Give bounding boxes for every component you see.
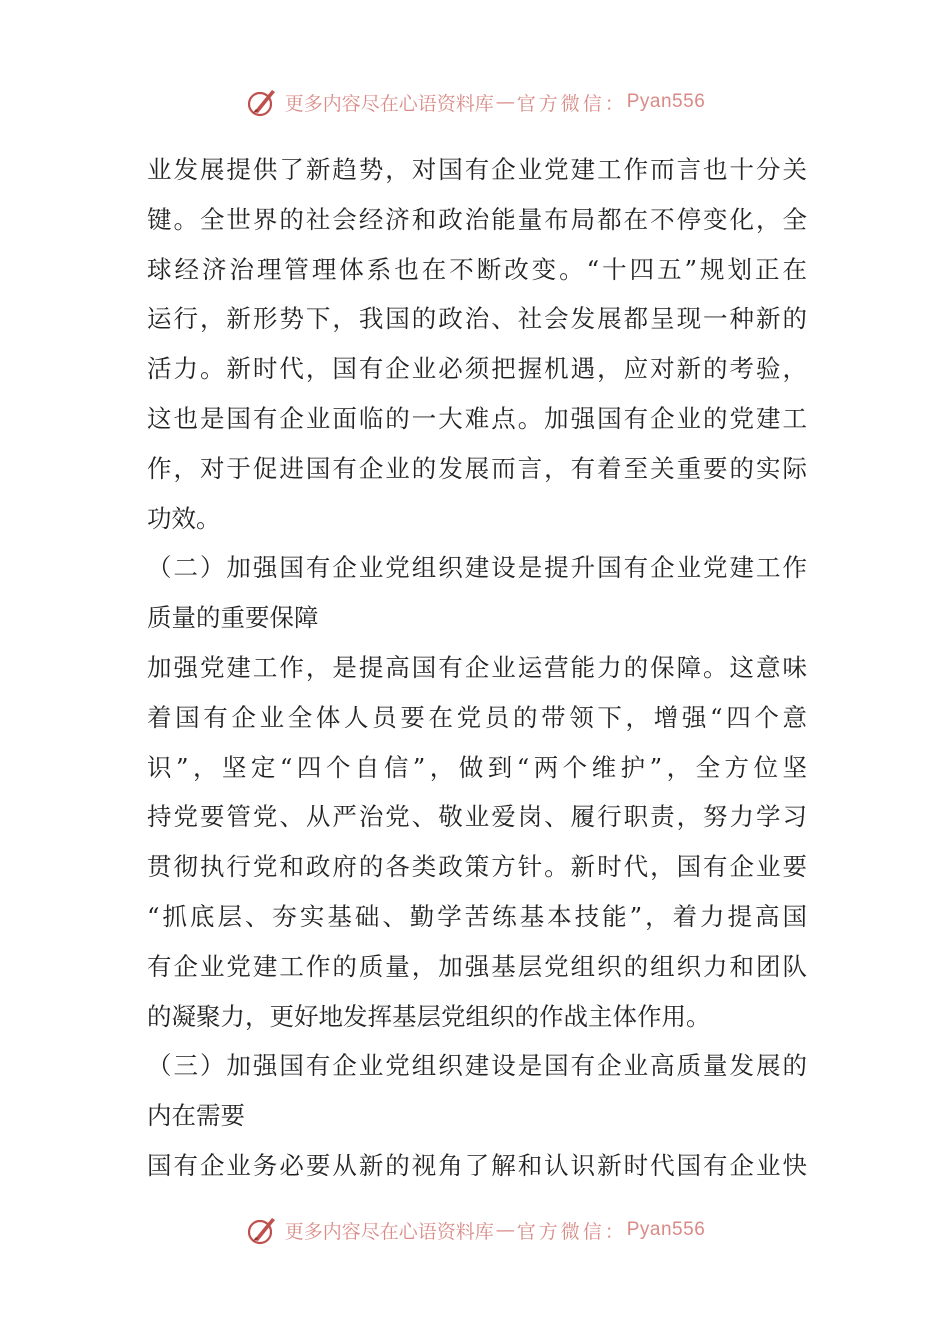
text-line: 有企业党建工作的质量，加强基层党组织的组织力和团队 xyxy=(147,951,807,981)
quill-logo-icon xyxy=(245,85,279,119)
watermark-dash: — xyxy=(495,91,515,113)
text-line: 加强党建工作，是提高国有企业运营能力的保障。这意味 xyxy=(147,652,807,682)
text-line: 国有企业务必要从新的视角了解和认识新时代国有企业快 xyxy=(147,1150,807,1180)
watermark-dash: — xyxy=(495,1219,515,1241)
text-line: 这也是国有企业面临的一大难点。加强国有企业的党建工 xyxy=(147,403,807,433)
quill-logo-icon xyxy=(245,1213,279,1247)
section-heading: 内在需要 xyxy=(147,1101,245,1131)
header-watermark xyxy=(0,82,950,122)
text-line: 着国有企业全体人员要在党员的带领下，增强“四个意 xyxy=(147,702,807,732)
text-line: 业发展提供了新趋势，对国有企业党建工作而言也十分关 xyxy=(147,155,807,184)
text-line: 球经济治理管理体系也在不断改变。“十四五”规划正在 xyxy=(147,254,807,284)
section-heading: （三）加强国有企业党组织建设是国有企业高质量发展的 xyxy=(147,1051,807,1081)
watermark-wechat-handle: Pyan556 xyxy=(626,1219,706,1240)
watermark-site-text: 更多内容尽在心语资料库 xyxy=(284,92,494,115)
text-line: 贯彻执行党和政府的各类政策方针。新时代，国有企业要 xyxy=(147,852,807,882)
section-heading: 质量的重要保障 xyxy=(147,603,319,633)
watermark-wechat-label: 官方微信： xyxy=(516,1220,627,1243)
text-line: 键。全世界的社会经济和政治能量布局都在不停变化，全 xyxy=(147,204,807,234)
text-line: 活力。新时代，国有企业必须把握机遇，应对新的考验， xyxy=(147,354,807,384)
text-line: 功效。 xyxy=(147,503,221,533)
body-text xyxy=(147,145,807,1191)
text-line: 作，对于促进国有企业的发展而言，有着至关重要的实际 xyxy=(147,453,807,483)
text-line: 识”，坚定“四个自信”，做到“两个维护”，全方位坚 xyxy=(147,752,807,782)
watermark-wechat-label: 官方微信： xyxy=(516,92,627,115)
text-line: 的凝聚力，更好地发挥基层党组织的作战主体作用。 xyxy=(147,1001,711,1031)
text-line: “抓底层、夯实基础、勤学苦练基本技能”，着力提高国 xyxy=(147,901,807,931)
watermark-wechat-handle: Pyan556 xyxy=(626,91,706,112)
footer-watermark xyxy=(0,1210,950,1250)
text-line: 运行，新形势下，我国的政治、社会发展都呈现一种新的 xyxy=(147,304,807,334)
watermark-site-text: 更多内容尽在心语资料库 xyxy=(284,1220,494,1243)
section-heading: （二）加强国有企业党组织建设是提升国有企业党建工作 xyxy=(147,553,807,583)
text-line: 持党要管党、从严治党、敬业爱岗、履行职责，努力学习 xyxy=(147,802,807,832)
